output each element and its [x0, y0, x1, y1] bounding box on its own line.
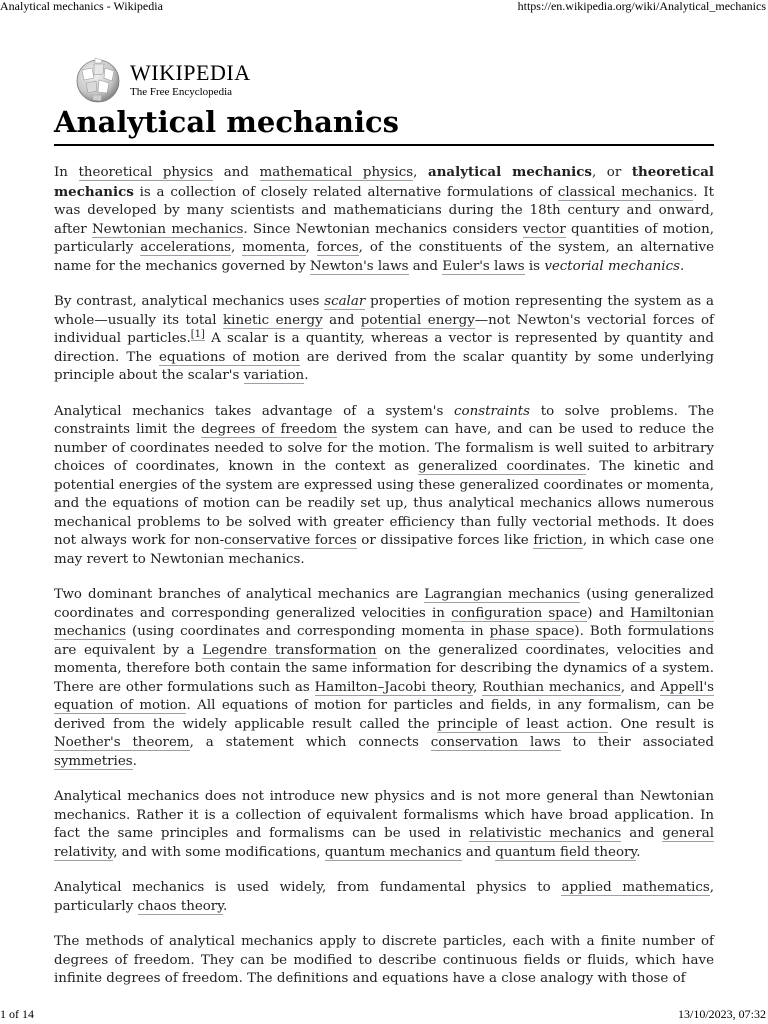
link-symmetries[interactable]: symmetries [54, 753, 133, 769]
print-header-url: https://en.wikipedia.org/wiki/Analytical_mechanics [517, 0, 766, 13]
wikipedia-tagline: The Free Encyclopedia [130, 86, 233, 98]
link-applied-mathematics[interactable]: applied mathematics [561, 880, 710, 895]
article-title: Analytical mechanics [54, 100, 714, 146]
paragraph-6 [54, 879, 714, 916]
paragraph-3 [54, 403, 714, 570]
text: . [636, 844, 641, 860]
text: . The kinetic and potential energies of the system are expressed using these generalized coordinates or momenta, and the equations of motion can be readily set up, thus analytical mechanics allows numerous mechanical problems to be solved with greater efficiency than fully vectorial methods. It does not always work for non- [54, 459, 715, 548]
bold-term: theoretical mechanics [54, 164, 714, 200]
text: In [54, 165, 79, 180]
link-mathematical-physics[interactable]: mathematical physics [259, 165, 414, 180]
italic-term: vectorial mechanics [544, 258, 680, 274]
link-vector[interactable]: vector [522, 221, 566, 237]
text: to their associated [560, 735, 715, 750]
paragraph-2 [54, 293, 714, 386]
text: and [322, 312, 361, 328]
text: and [621, 826, 663, 841]
article-body [54, 163, 714, 1006]
text: is a collection of closely related alternative formulations of [133, 184, 558, 200]
paragraph-5 [54, 788, 714, 862]
link-momenta[interactable]: momenta [242, 240, 306, 255]
wikipedia-wordmark: WIKIPEDIA [130, 60, 251, 85]
text: , of the constituents of the system, an alternative name for the mechanics governed by [54, 240, 715, 274]
link-degrees-of-freedom[interactable]: degrees of freedom [201, 422, 338, 437]
text: , and with some modifications, [113, 844, 325, 860]
text: ). Both formulations are equivalent by a [54, 624, 714, 658]
text: The methods of analytical mechanics apply to discrete particles, each with a finite number of degrees of freedom. They can be modified to describe continuous fields or fluids, which have infinite degrees of freedom. The definitions and equations have a close analogy with those of [54, 934, 714, 986]
text: and [461, 844, 496, 860]
text: ) and [587, 605, 631, 621]
text: the system can have, and can be used to reduce the number of coordinates needed to solve for the motion. The formalism is well suited to arbitrary choices of coordinates, known in the context as [54, 422, 714, 474]
link-theoretical-physics[interactable]: theoretical physics [78, 165, 214, 180]
text: on the generalized coordinates, velocities and momenta, therefore both contain the same information for describing the dynamics of a system. There are other formulations such as [54, 642, 714, 695]
text: , [473, 679, 483, 695]
text: . It was developed by many scientists and mathematicians during the 18th century and onward, after [54, 184, 714, 237]
link-classical-mechanics[interactable]: classical mechanics [557, 184, 694, 200]
link-newtonian-mechanics[interactable]: Newtonian mechanics [91, 221, 244, 237]
link-hamilton-jacobi-theory[interactable]: Hamilton–Jacobi theory [314, 679, 474, 695]
text: , [413, 165, 429, 180]
link-relativistic-mechanics[interactable]: relativistic mechanics [469, 826, 622, 841]
text: . [132, 753, 137, 769]
link-appells-equation-of-motion[interactable]: Appell's equation of motion [54, 679, 715, 713]
link-variation[interactable]: variation [243, 368, 305, 383]
text: (using coordinates and corresponding momenta in [126, 624, 490, 639]
link-general-relativity[interactable]: general relativity [54, 826, 714, 860]
text: , [305, 240, 317, 255]
print-header-title: Analytical mechanics - Wikipedia [0, 0, 163, 13]
print-footer-page: 1 of 14 [0, 1007, 34, 1021]
link-generalized-coordinates[interactable]: generalized coordinates [418, 459, 587, 474]
text: Analytical mechanics does not introduce new physics and is not more general than Newtonian mechanics. Rather it is a collection of equivalent formalisms which have broad application. In fact the same principles and formalisms can be used in [54, 789, 714, 841]
text: Two dominant branches of analytical mechanics are [54, 587, 425, 602]
text: . All equations of motion for particles and fields, in any formalism, can be derived from the widely applicable result called the [54, 698, 714, 732]
text: Analytical mechanics is used widely, from fundamental physics to [54, 880, 562, 895]
link-scalar[interactable]: scalar [324, 294, 366, 309]
text: , [230, 240, 243, 255]
text: to solve problems. The constraints limit the [54, 403, 714, 437]
link-potential-energy[interactable]: potential energy [360, 312, 475, 328]
link-legendre-transformation[interactable]: Legendre transformation [202, 642, 377, 658]
paragraph-1 [54, 163, 714, 276]
text: A scalar is a quantity, whereas a vector is represented by quantity and direction. The [54, 331, 714, 365]
link-conservative-forces[interactable]: conservative forces [224, 533, 357, 548]
text: , particularly [54, 880, 714, 914]
link-configuration-space[interactable]: configuration space [451, 605, 588, 621]
link-noethers-theorem[interactable]: Noether's theorem [54, 735, 190, 750]
link-eulers-laws[interactable]: Euler's laws [442, 258, 525, 274]
text: or dissipative forces like [356, 533, 534, 548]
text: , a statement which connects [189, 735, 431, 750]
text: —not Newton's vectorial forces of individual particles. [54, 312, 714, 346]
text: . [304, 368, 309, 383]
link-quantum-field-theory[interactable]: quantum field theory [495, 844, 637, 860]
wikipedia-logo[interactable] [72, 56, 251, 104]
text: , in which case one may revert to Newtonian mechanics. [54, 533, 715, 567]
text: . Since Newtonian mechanics considers [243, 221, 523, 237]
paragraph-4 [54, 586, 714, 771]
link-conservation-laws[interactable]: conservation laws [430, 735, 561, 750]
citation-1[interactable] [191, 329, 205, 341]
text: , and [620, 679, 661, 695]
italic-term: constraints [454, 403, 531, 419]
link-chaos-theory[interactable]: chaos theory [137, 898, 223, 914]
bold-term: analytical mechanics [428, 164, 592, 180]
text: quantities of motion, particularly [54, 221, 714, 255]
text: . [223, 898, 228, 914]
text: . One result is [608, 716, 714, 732]
link-quantum-mechanics[interactable]: quantum mechanics [324, 844, 462, 860]
link-friction[interactable]: friction [533, 533, 583, 548]
link-routhian-mechanics[interactable]: Routhian mechanics [482, 679, 621, 695]
text: (using generalized coordinates and corresponding generalized velocities in [54, 587, 714, 621]
link-lagrangian-mechanics[interactable]: Lagrangian mechanics [424, 587, 581, 602]
text: Analytical mechanics takes advantage of a system's [54, 403, 455, 419]
link-forces[interactable]: forces [316, 240, 359, 255]
print-footer-datetime: 13/10/2023, 07:32 [677, 1007, 766, 1021]
link-kinetic-energy[interactable]: kinetic energy [223, 312, 323, 328]
text: . [679, 258, 685, 274]
text: properties of motion representing the system as a whole—usually its total [54, 294, 714, 328]
text: , or [591, 165, 632, 180]
paragraph-7 [54, 933, 714, 989]
link-newtons-laws[interactable]: Newton's laws [309, 258, 409, 274]
text: are derived from the scalar quantity by some underlying principle about the scalar's [54, 349, 715, 383]
text: and [213, 165, 260, 180]
text: is [524, 258, 545, 274]
link-hamiltonian-mechanics[interactable]: Hamiltonian mechanics [54, 605, 714, 639]
link-accelerations[interactable]: accelerations [140, 240, 231, 255]
link-phase-space[interactable]: phase space [489, 624, 575, 639]
citation-link[interactable]: [1] [190, 328, 205, 340]
text: By contrast, analytical mechanics uses [54, 294, 325, 309]
link-principle-of-least-action[interactable]: principle of least action [437, 716, 609, 732]
wikipedia-globe-icon [72, 56, 124, 104]
text: and [408, 258, 443, 274]
link-equations-of-motion[interactable]: equations of motion [159, 349, 300, 365]
